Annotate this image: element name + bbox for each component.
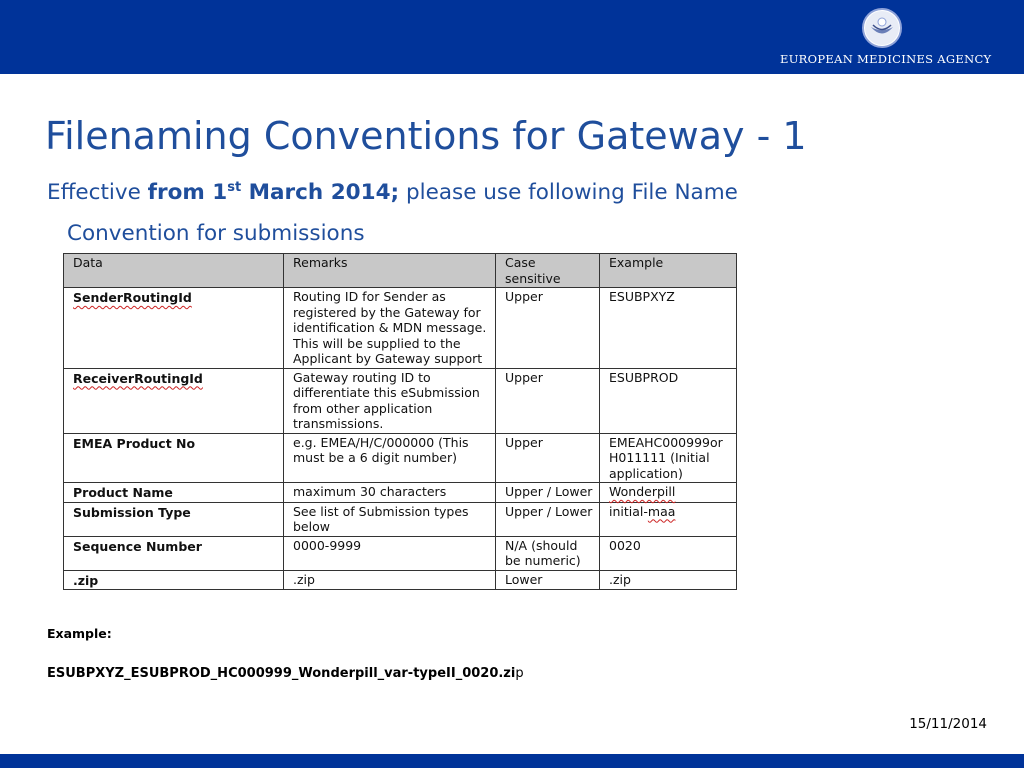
cell-remarks: e.g. EMEA/H/C/000000 (This must be a 6 digit number): [284, 433, 496, 483]
cell-example: EMEAHC000999or H011111 (Initial application): [600, 433, 737, 483]
cell-case: Upper: [496, 368, 600, 433]
cell-example-suffix: maa: [647, 503, 676, 519]
footer-date: 15/11/2014: [909, 716, 987, 732]
cell-example: [600, 502, 737, 536]
example-filename: [47, 666, 524, 681]
header-bar: [0, 0, 1024, 74]
cell-data: Sequence Number: [64, 536, 284, 570]
cell-case: Upper / Lower: [496, 483, 600, 503]
column-header-example: Example: [600, 254, 737, 288]
cell-remarks: 0000-9999: [284, 536, 496, 570]
page-title: Filenaming Conventions for Gateway - 1: [45, 114, 807, 158]
footer-bar: [0, 754, 1024, 768]
table-row: [64, 433, 737, 483]
cell-remarks: See list of Submission types below: [284, 502, 496, 536]
example-label: Example:: [47, 626, 112, 641]
intro-superscript: st: [227, 180, 242, 195]
cell-case: Upper: [496, 433, 600, 483]
table-row: [64, 483, 737, 503]
cell-data: EMEA Product No: [64, 433, 284, 483]
example-filename-bold: ESUBPXYZ_ESUBPROD_HC000999_Wonderpill_var-typeII_0020.zi: [47, 666, 516, 681]
intro-rest: please use following File Name: [399, 180, 738, 206]
intro-lead: Effective: [47, 180, 148, 206]
intro-text: [47, 180, 738, 205]
cell-case: Upper / Lower: [496, 502, 600, 536]
cell-data: Product Name: [64, 483, 284, 503]
table-header-row: [64, 254, 737, 288]
table-row: [64, 368, 737, 433]
example-filename-tail: p: [515, 666, 524, 681]
cell-example: 0020: [600, 536, 737, 570]
cell-example: [600, 483, 737, 503]
cell-example: ESUBPXYZ: [600, 288, 737, 369]
cell-data-text: SenderRoutingId: [73, 290, 192, 305]
cell-remarks: maximum 30 characters: [284, 483, 496, 503]
table-row: [64, 570, 737, 590]
convention-table: [63, 253, 737, 590]
cell-example-prefix: initial-: [609, 503, 648, 519]
cell-data: [64, 368, 284, 433]
cell-example: ESUBPROD: [600, 368, 737, 433]
cell-example: .zip: [600, 570, 737, 590]
cell-case: Upper: [496, 288, 600, 369]
column-header-data: Data: [64, 254, 284, 288]
table-row: [64, 536, 737, 570]
cell-remarks: Routing ID for Sender as registered by the Gateway for identification & MDN message. This will be supplied to the Applicant by Gateway support: [284, 288, 496, 369]
cell-data-text: ReceiverRoutingId: [73, 370, 203, 386]
convention-table-container: [63, 253, 736, 590]
cell-case: N/A (should be numeric): [496, 536, 600, 570]
cell-data: Submission Type: [64, 502, 284, 536]
table-row: [64, 502, 737, 536]
cell-case: Lower: [496, 570, 600, 590]
column-header-case-sensitive: Case sensitive: [496, 254, 600, 288]
ema-logo-icon: [862, 8, 902, 48]
cell-example-text: Wonderpill: [609, 484, 676, 499]
cell-remarks: .zip: [284, 570, 496, 590]
table-row: [64, 288, 737, 369]
cell-data: .zip: [64, 570, 284, 590]
intro-bold-date: [148, 180, 400, 205]
agency-name: EUROPEAN MEDICINES AGENCY: [780, 52, 992, 66]
intro-bold-2: March 2014;: [241, 180, 400, 206]
cell-data: [64, 288, 284, 369]
intro-bold-1: from 1: [147, 180, 228, 206]
intro-text-line2: Convention for submissions: [67, 221, 365, 246]
column-header-remarks: Remarks: [284, 254, 496, 288]
cell-remarks: Gateway routing ID to differentiate this eSubmission from other application transmissions.: [284, 368, 496, 433]
